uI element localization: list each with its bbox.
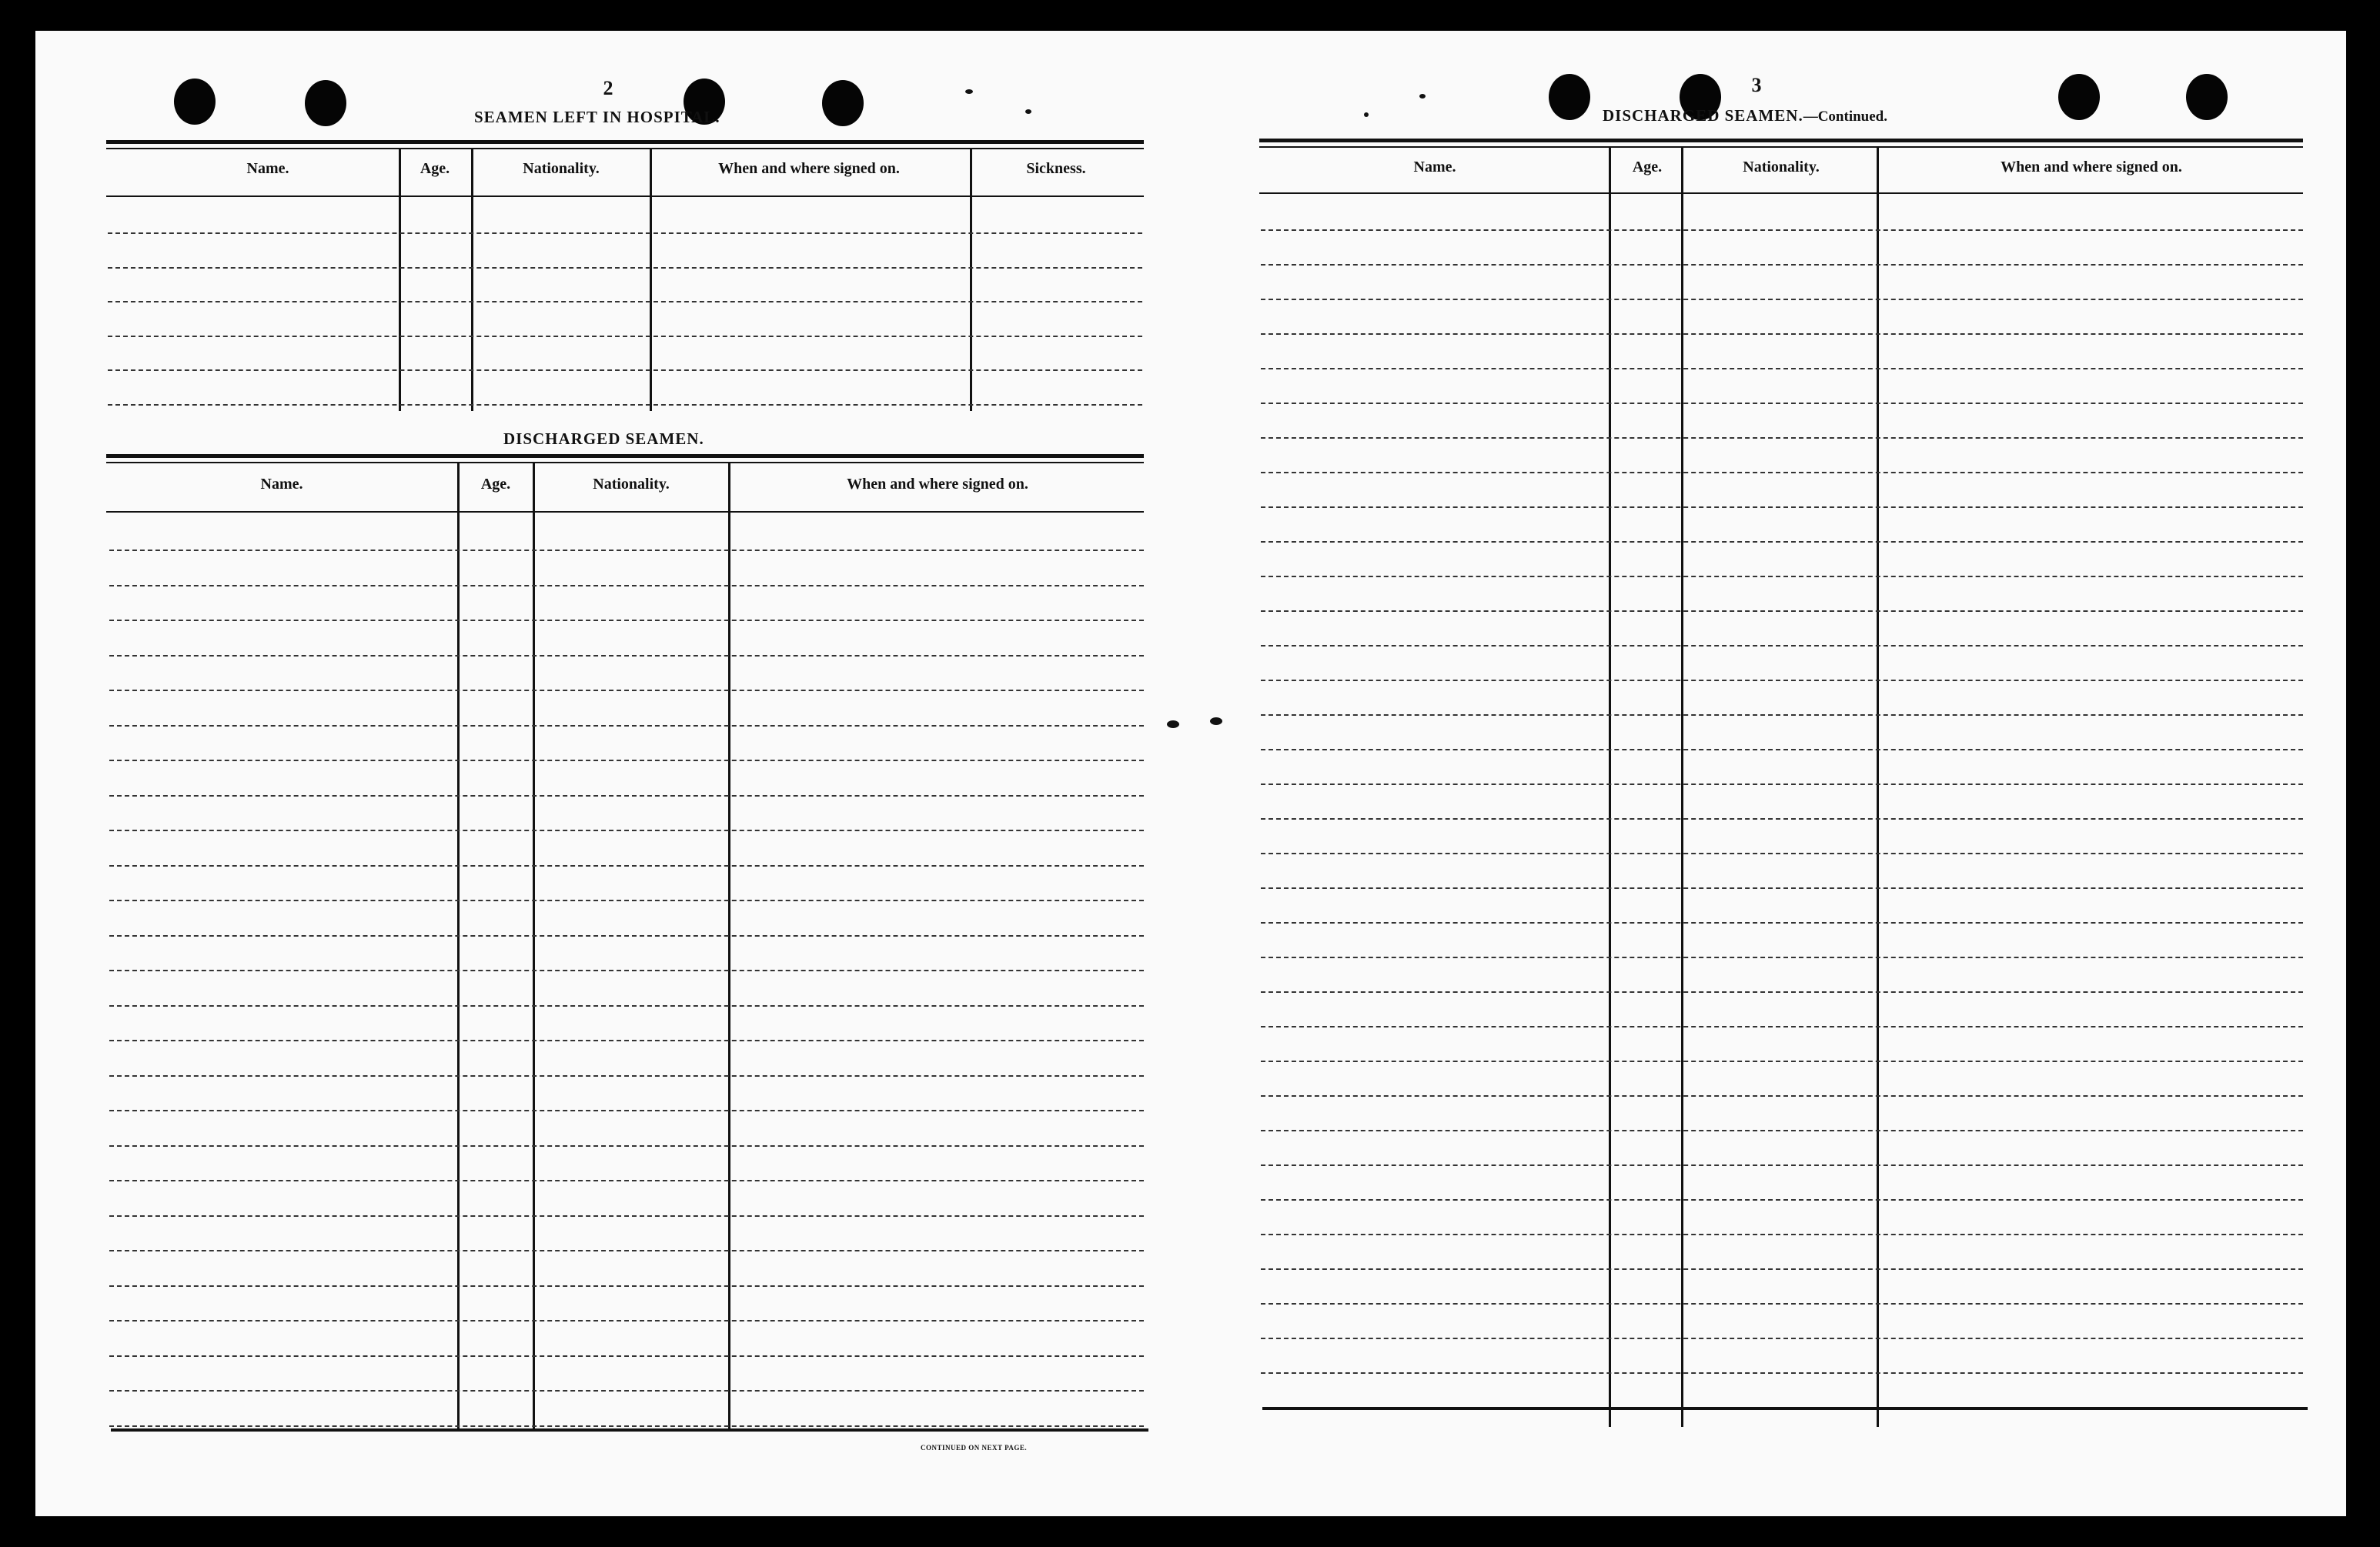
- hospital-row-line: [108, 369, 1142, 371]
- punch-hole: [174, 79, 216, 125]
- right-row-line: [1261, 333, 2303, 335]
- discharged-row-line: [109, 1355, 1144, 1357]
- right-row-line: [1261, 922, 2303, 924]
- discharged-row-line: [109, 1285, 1144, 1287]
- right-col-name: Name.: [1413, 159, 1456, 175]
- hospital-row-line: [108, 336, 1142, 337]
- right-header-rule: [1259, 192, 2303, 194]
- hospital-row-line: [108, 301, 1142, 302]
- right-col-signed-on: When and where signed on.: [2001, 159, 2182, 175]
- right-row-line: [1261, 610, 2303, 612]
- right-row-line: [1261, 1095, 2303, 1097]
- discharged-col-name: Name.: [260, 476, 303, 493]
- discharged-row-line: [109, 585, 1144, 586]
- discharged-row-line: [109, 620, 1144, 621]
- right-row-line: [1261, 1338, 2303, 1339]
- ink-speck: [965, 89, 973, 94]
- discharged-row-line: [109, 1390, 1144, 1392]
- right-row-line: [1261, 1234, 2303, 1235]
- punch-hole: [2186, 74, 2228, 120]
- hospital-top-rule: [106, 140, 1144, 144]
- hospital-col-nationality: Nationality.: [523, 160, 600, 177]
- right-bottom-rule: [1262, 1407, 2308, 1410]
- discharged-row-line: [109, 760, 1144, 761]
- right-row-line: [1261, 1164, 2303, 1166]
- discharged-row-line: [109, 1215, 1144, 1217]
- right-row-line: [1261, 299, 2303, 300]
- discharged-header-rule: [106, 511, 1144, 513]
- hospital-top-rule-thin: [106, 148, 1144, 149]
- right-row-line: [1261, 1372, 2303, 1374]
- hospital-header-rule: [106, 195, 1144, 197]
- right-row-line: [1261, 368, 2303, 369]
- discharged-row-line: [109, 690, 1144, 691]
- discharged-col-age: Age.: [480, 476, 511, 493]
- discharged-row-line: [109, 1075, 1144, 1077]
- continued-section-title: [1603, 106, 1887, 125]
- right-row-line: [1261, 403, 2303, 404]
- ink-speck: [1419, 94, 1426, 99]
- continued-title-main: DISCHARGED SEAMEN.: [1603, 106, 1803, 125]
- punch-hole: [822, 80, 864, 126]
- discharged-row-line: [109, 830, 1144, 831]
- right-row-line: [1261, 680, 2303, 681]
- right-row-line: [1261, 576, 2303, 577]
- discharged-row-line: [109, 1005, 1144, 1007]
- right-row-line: [1261, 1130, 2303, 1131]
- right-row-line: [1261, 887, 2303, 889]
- right-row-line: [1261, 853, 2303, 854]
- right-row-line: [1261, 1268, 2303, 1270]
- hospital-row-line: [108, 232, 1142, 234]
- discharged-top-rule-thin: [106, 462, 1144, 463]
- continued-note: CONTINUED ON NEXT PAGE.: [921, 1444, 1028, 1452]
- right-row-line: [1261, 229, 2303, 231]
- discharged-row-line: [109, 1250, 1144, 1251]
- discharged-section-title: DISCHARGED SEAMEN.: [503, 429, 704, 448]
- page-number-left: 2: [603, 77, 613, 99]
- right-row-line: [1261, 506, 2303, 508]
- discharged-row-line: [109, 655, 1144, 657]
- right-row-line: [1261, 437, 2303, 439]
- punch-hole: [1549, 74, 1590, 120]
- ink-speck: [1167, 720, 1179, 728]
- page-number-right: 3: [1751, 74, 1762, 96]
- left-bottom-rule: [111, 1428, 1148, 1432]
- discharged-row-line: [109, 935, 1144, 937]
- right-col-age: Age.: [1632, 159, 1663, 175]
- discharged-col-signed-on: When and where signed on.: [847, 476, 1028, 493]
- discharged-top-rule: [106, 454, 1144, 458]
- discharged-row-line: [109, 1320, 1144, 1321]
- right-row-line: [1261, 749, 2303, 750]
- right-row-line: [1261, 784, 2303, 785]
- hospital-row-line: [108, 404, 1142, 406]
- right-row-line: [1261, 1199, 2303, 1201]
- hospital-divider: [650, 149, 652, 411]
- discharged-row-line: [109, 1425, 1144, 1427]
- hospital-divider: [970, 149, 972, 411]
- hospital-divider: [471, 149, 473, 411]
- hospital-col-sickness: Sickness.: [1026, 160, 1086, 177]
- discharged-row-line: [109, 1145, 1144, 1147]
- ink-speck: [1210, 717, 1222, 725]
- right-row-line: [1261, 1061, 2303, 1062]
- hospital-section-title: SEAMEN LEFT IN HOSPITAL.: [474, 108, 720, 126]
- ink-speck: [1364, 112, 1369, 117]
- discharged-row-line: [109, 1180, 1144, 1181]
- right-row-line: [1261, 264, 2303, 266]
- hospital-col-age: Age.: [420, 160, 450, 177]
- right-row-line: [1261, 1026, 2303, 1027]
- right-col-nationality: Nationality.: [1743, 159, 1820, 175]
- hospital-row-line: [108, 267, 1142, 269]
- discharged-row-line: [109, 1110, 1144, 1111]
- discharged-row-line: [109, 795, 1144, 797]
- right-row-line: [1261, 818, 2303, 820]
- discharged-row-line: [109, 1040, 1144, 1041]
- punch-hole: [2058, 74, 2100, 120]
- ink-speck: [1025, 109, 1031, 114]
- continued-title-suffix: —Continued.: [1803, 109, 1887, 125]
- discharged-col-nationality: Nationality.: [593, 476, 670, 493]
- right-row-line: [1261, 957, 2303, 958]
- discharged-row-line: [109, 550, 1144, 551]
- right-top-rule-thin: [1259, 146, 2303, 148]
- right-row-line: [1261, 1303, 2303, 1305]
- hospital-divider: [399, 149, 401, 411]
- right-row-line: [1261, 541, 2303, 543]
- right-row-line: [1261, 472, 2303, 473]
- right-top-rule: [1259, 139, 2303, 142]
- discharged-row-line: [109, 865, 1144, 867]
- punch-hole: [305, 80, 346, 126]
- discharged-row-line: [109, 900, 1144, 901]
- discharged-row-line: [109, 725, 1144, 727]
- right-row-line: [1261, 645, 2303, 647]
- hospital-col-name: Name.: [246, 160, 289, 177]
- hospital-col-signed-on: When and where signed on.: [718, 160, 900, 177]
- right-row-line: [1261, 991, 2303, 993]
- discharged-row-line: [109, 970, 1144, 971]
- right-row-line: [1261, 714, 2303, 716]
- ledger-sheet: [35, 31, 2346, 1516]
